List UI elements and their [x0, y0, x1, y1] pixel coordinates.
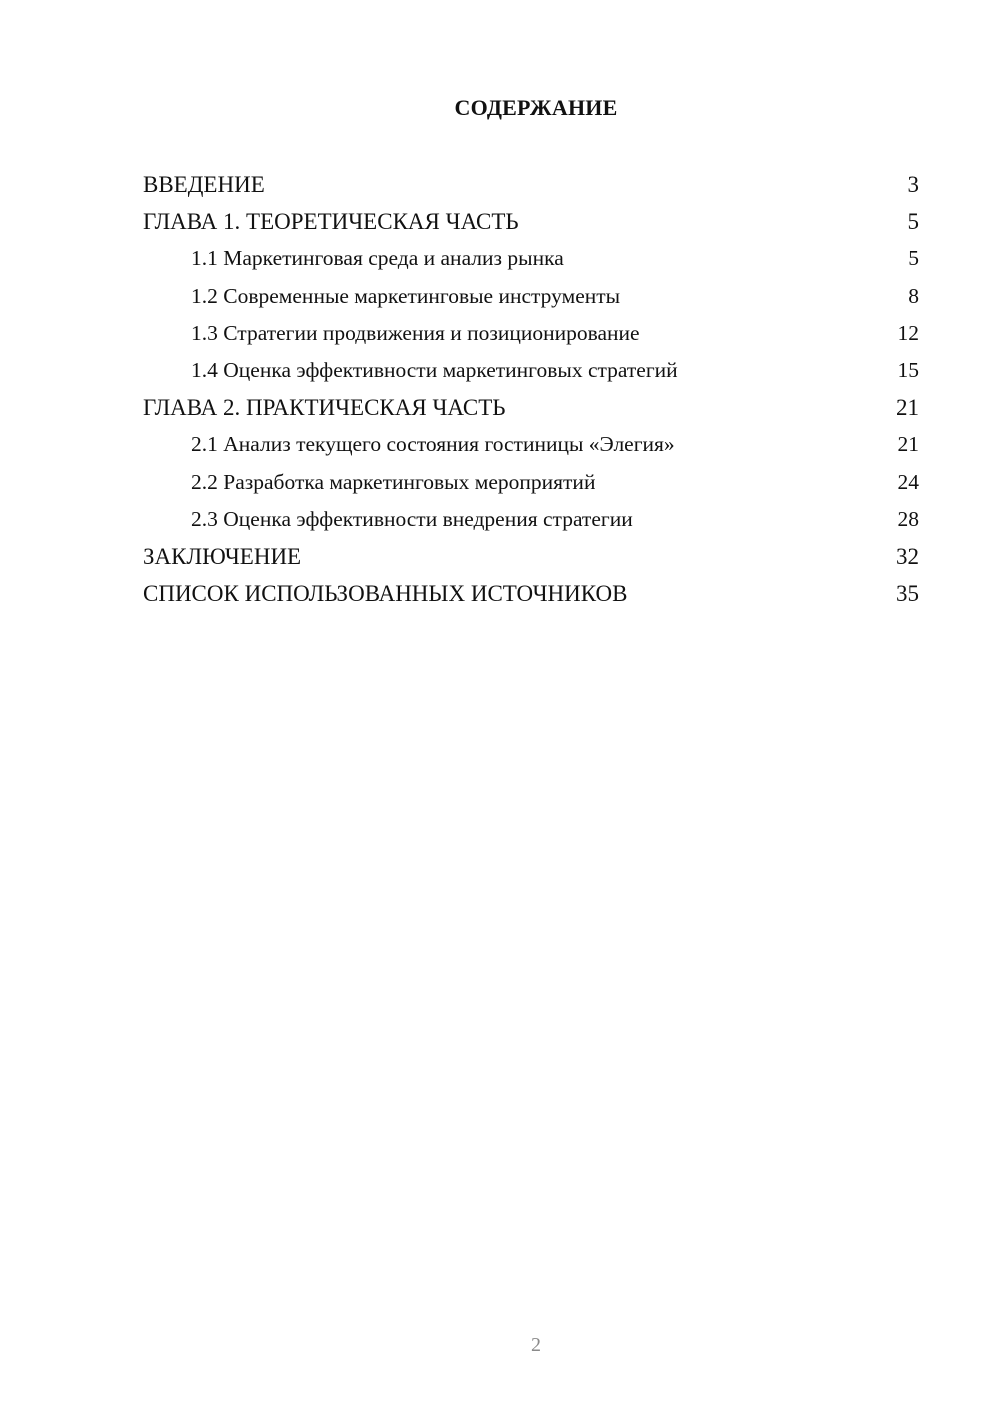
toc-entry-page: 35 [896, 581, 919, 607]
toc-entry-page: 28 [897, 506, 919, 531]
toc-entry-label: 1.1 Маркетинговая среда и анализ рынка [191, 246, 564, 271]
toc-entry-section-1-4 [143, 352, 919, 389]
toc-entry-conclusion [143, 538, 919, 575]
toc-entry-label: ГЛАВА 2. ПРАКТИЧЕСКАЯ ЧАСТЬ [143, 395, 506, 421]
toc-entry-section-2-3 [143, 501, 919, 538]
toc-entry-section-2-1 [143, 426, 919, 463]
toc-entry-page: 12 [897, 320, 919, 345]
toc-entry-label: 1.4 Оценка эффективности маркетинговых стратегий [191, 357, 678, 382]
toc-entry-section-1-1 [143, 240, 919, 277]
toc-entry-page: 8 [908, 283, 919, 308]
toc-title: СОДЕРЖАНИЕ [454, 95, 618, 120]
toc-entry-references [143, 575, 919, 612]
toc-entry-label: 1.3 Стратегии продвижения и позиционирование [191, 320, 640, 345]
toc-entry-section-1-3 [143, 315, 919, 352]
toc-entry-label: ГЛАВА 1. ТЕОРЕТИЧЕСКАЯ ЧАСТЬ [143, 209, 519, 235]
toc-entry-page: 15 [897, 357, 919, 382]
toc-entry-page: 21 [897, 432, 919, 457]
toc-entry-page: 24 [897, 469, 919, 494]
toc-entry-page: 5 [907, 209, 919, 235]
toc-entry-label: 2.3 Оценка эффективности внедрения стратегии [191, 506, 633, 531]
toc-entry-chapter-1 [143, 203, 919, 240]
toc-entry-page: 3 [907, 172, 919, 197]
toc-entry-chapter-2 [143, 389, 919, 426]
toc-entry-label: ВВЕДЕНИЕ [143, 172, 265, 197]
toc-entry-label: 2.1 Анализ текущего состояния гостиницы «Элегия» [191, 432, 675, 457]
toc-entry-page: 5 [908, 246, 919, 271]
toc-entry-page: 32 [896, 543, 919, 569]
table-of-contents [143, 166, 919, 612]
toc-entry-section-2-2 [143, 464, 919, 501]
toc-entry-label: 1.2 Современные маркетинговые инструменты [191, 283, 621, 308]
toc-entry-introduction [143, 166, 919, 203]
toc-entry-section-1-2 [143, 278, 919, 315]
toc-entry-label: 2.2 Разработка маркетинговых мероприятий [191, 469, 596, 494]
page-number: 2 [531, 1334, 541, 1356]
toc-entry-label: СПИСОК ИСПОЛЬЗОВАННЫХ ИСТОЧНИКОВ [143, 581, 628, 607]
toc-entry-page: 21 [896, 395, 919, 421]
toc-entry-label: ЗАКЛЮЧЕНИЕ [143, 543, 302, 569]
